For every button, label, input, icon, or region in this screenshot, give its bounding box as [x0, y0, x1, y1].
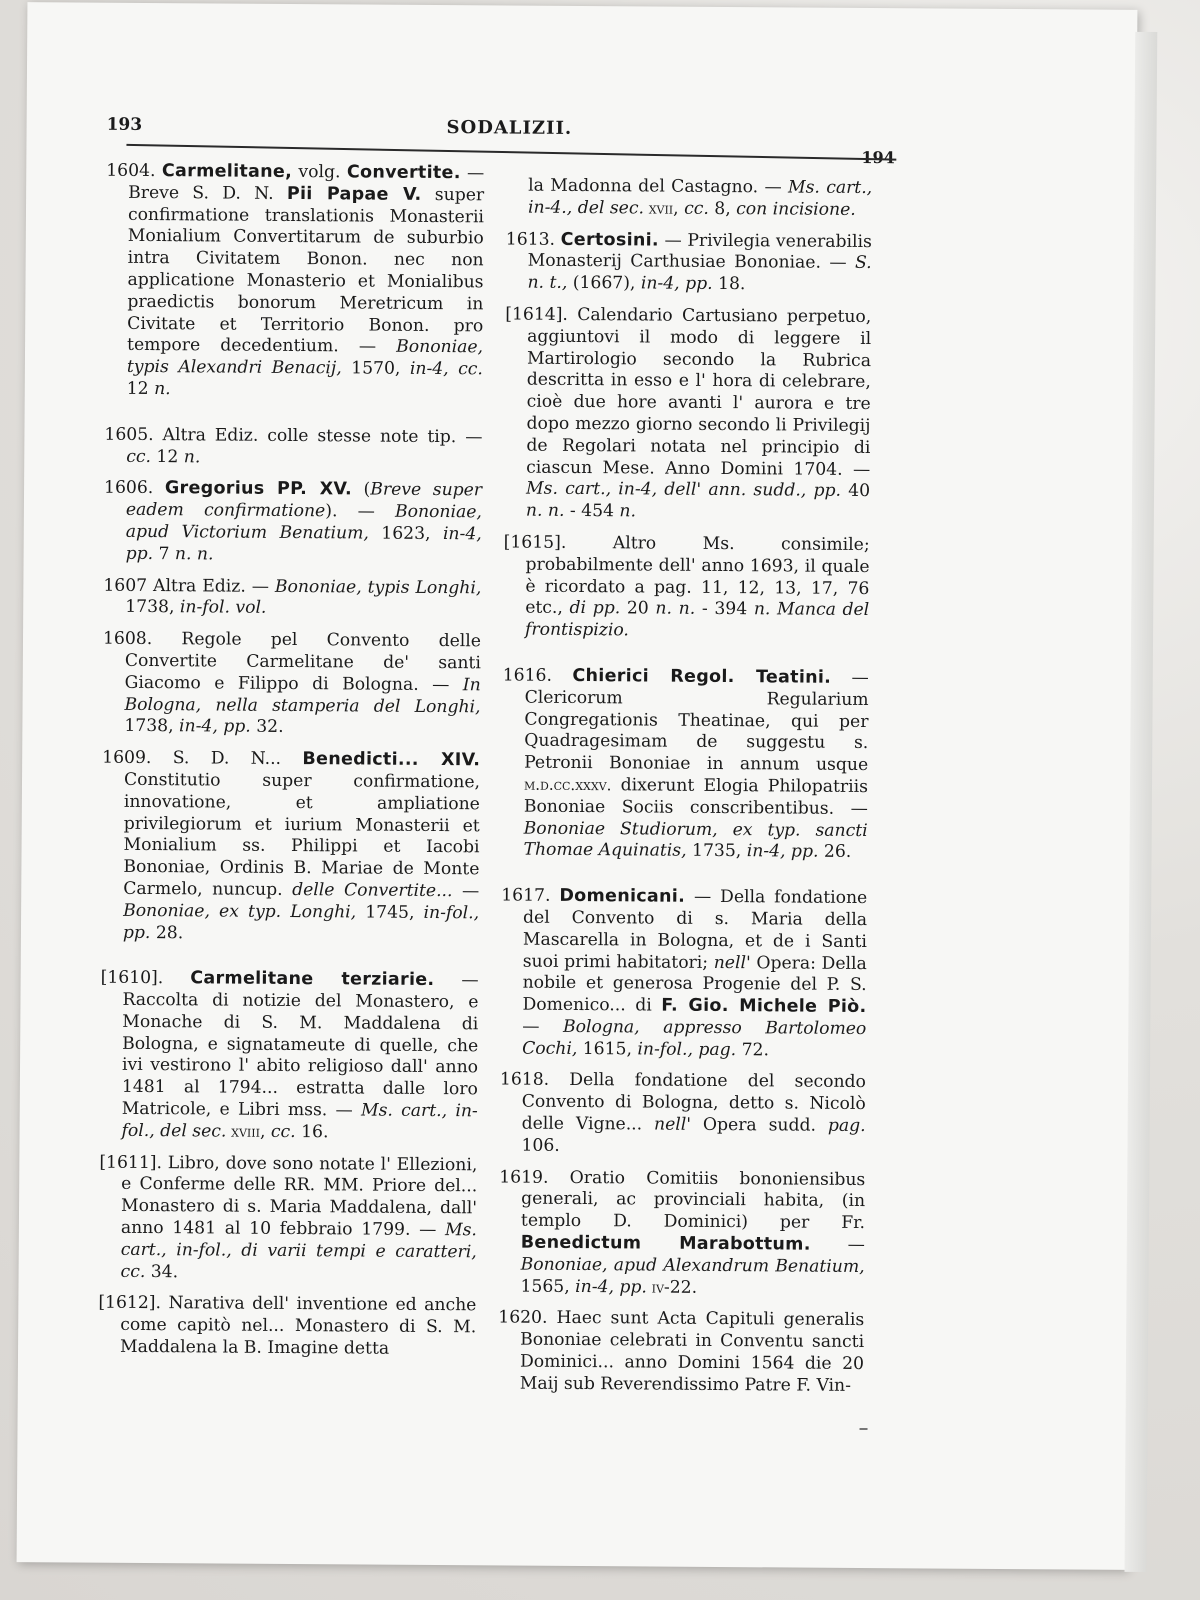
- entry-format: n. n.: [174, 543, 214, 565]
- entry-text: - 454: [564, 501, 620, 522]
- entry-title: Breve super eadem confirmatione: [125, 479, 483, 522]
- entry-number: 1620.: [498, 1307, 548, 1329]
- entry-text: Narativa dell' inventione ed anche come capitò nel... Monastero di S. M. Maddalena la B. Imagine detta: [120, 1293, 477, 1359]
- entry-1611: [99, 1152, 478, 1285]
- entry-number: 1608.: [102, 628, 153, 650]
- entry-text: ,: [673, 198, 685, 219]
- entry-1612-continued: [506, 175, 872, 221]
- entry-text: (1667),: [567, 273, 641, 294]
- entry-text: ). —: [325, 501, 396, 522]
- entry-text: 32.: [250, 717, 284, 738]
- entry-text: Calendario Cartusiano perpetuo, aggiuntovi il modo di leggere il Martirologio secondo la Rubrica descritta in esso e l' hora di celebrare, cioè due hore avanti l' aurora e tre dopo mezzo giorno secondo li Privilegij de Regolari notata nel principio di ciascun Mese. Anno Domini 1704. —: [526, 304, 872, 480]
- entry-title: delle Convertite...: [292, 879, 453, 902]
- entry-imprint: Bononiae, apud Alexandrum Benatium,: [520, 1254, 865, 1277]
- entry-text: la Madonna del Castagno. —: [528, 175, 789, 198]
- entry-heading: Certosini.: [560, 229, 660, 251]
- entry-format: n.: [619, 501, 637, 522]
- entry-text: — Della fondatione del Convento di s. Maria della Mascarella in Bologna, et de i Santi suoi primi habitatori;: [522, 886, 868, 973]
- entry-text: 72.: [736, 1039, 770, 1061]
- entry-imprint: Bononiae, typis Longhi,: [274, 576, 482, 598]
- entry-1614: [504, 304, 872, 525]
- entry-1613: [505, 229, 871, 297]
- entry-heading: Convertite.: [346, 162, 461, 184]
- entry-text: 8,: [708, 198, 737, 219]
- entry-imprint: Bologna, appresso Bartolomeo Cochi,: [522, 1016, 867, 1059]
- entry-author: F. Gio. Michele Piò.: [661, 995, 867, 1018]
- entry-1620: [498, 1308, 865, 1398]
- entry-text: Constitutio super confirmatione, innovatione, et ampliatione privilegiorum et iurium Monasterii et Monialium ss. Philippi et Iacobi Bononiae, Ordinis B. Mariae de Monte Carmelo, nuncup.: [123, 769, 481, 900]
- entry-format: in-fol. vol.: [179, 597, 267, 619]
- entry-number: 1617.: [501, 885, 551, 906]
- entry-text: 106.: [521, 1135, 560, 1156]
- entry-format: pag.: [827, 1115, 866, 1137]
- entry-text: — Privilegia venerabilis Monasterij Carthusiae Bononiae. —: [527, 230, 872, 274]
- entry-format: in-fol., pag.: [637, 1039, 737, 1060]
- entry-text: —: [522, 1016, 564, 1037]
- entry-century: xvii: [643, 199, 674, 218]
- entry-format: Ms. cart., in-4, dell' ann. sudd., pp.: [526, 478, 842, 502]
- entry-note: n. Manca del frontispizio.: [525, 599, 870, 641]
- entry-text: - 394: [695, 599, 754, 620]
- entry-text: Regole pel Convento delle Convertite Carmelitane de' santi Giacomo e Filippo di Bologna. —: [124, 629, 482, 695]
- entry-text: Altro Ms. consimile; probabilmente dell' anno 1693, il quale è ricordato a pag. 11, 12, 13, 17, 76 etc.,: [525, 532, 870, 619]
- ink-mark: [860, 1428, 868, 1430]
- entry-text: dixerunt Elogia Philopatriis Bononiae Sociis conscribentibus. —: [523, 775, 869, 819]
- entry-number: 1607: [103, 575, 148, 596]
- entry-1618: [499, 1070, 866, 1160]
- entry-text: 28.: [150, 922, 184, 943]
- entry-text: 1738,: [124, 716, 180, 737]
- entry-text: super confirmatione translationis Monasterii Monialium Convertitarum de suburbio intra Civitatem Bonon. nec non applicatione Monasterio et Monialibus praedictis bonorum Meretricum in Civitate et Territorio Bonon. pro tempore decedentium. —: [126, 184, 485, 358]
- entry-text: 34.: [145, 1261, 179, 1282]
- entry-text: 18.: [712, 274, 746, 295]
- entry-imprint: In Bologna, nella stamperia del Longhi,: [124, 674, 481, 717]
- entry-text: 12: [150, 446, 184, 467]
- entry-number: 1606.: [103, 478, 154, 499]
- entry-format: in-4, cc.: [409, 358, 483, 380]
- entry-1617: [500, 886, 867, 1063]
- entry-heading: Carmelitane,: [161, 161, 293, 182]
- entry-format: cc.: [270, 1121, 296, 1142]
- entry-format: di pp.: [569, 598, 621, 619]
- entry-heading: Chierici Regol. Teatini.: [572, 665, 832, 688]
- entry-imprint: Bononiae, typis Alexandri Benacij,: [126, 337, 484, 379]
- entry-century: xviii: [226, 1122, 261, 1141]
- entry-number: 1609.: [102, 747, 152, 769]
- entry-format: n.: [154, 379, 171, 400]
- entry-text: —: [452, 881, 480, 902]
- entry-roman: iv: [646, 1278, 665, 1297]
- entry-format: in-fol., pp.: [122, 902, 480, 943]
- entry-1608: [102, 629, 481, 741]
- entry-format: cc.: [684, 198, 709, 219]
- entry-text: Opera: Della nobile et generosa Progenie del P. S. Domenico... di: [522, 952, 867, 1016]
- entry-text: 1735,: [686, 841, 747, 862]
- entry-number: 1613.: [505, 229, 556, 250]
- entry-text: -22.: [663, 1277, 698, 1298]
- entry-note: nell': [654, 1114, 692, 1135]
- entry-format: in-4, pp.: [179, 716, 251, 738]
- entry-text: 1570,: [341, 358, 410, 379]
- entry-1615: [503, 532, 870, 644]
- entry-format: n.: [183, 446, 201, 467]
- entry-heading: Pii Papae V.: [286, 183, 422, 205]
- left-column: [98, 161, 484, 1371]
- entry-heading: Benedicti... XIV.: [302, 749, 481, 771]
- entry-text: Della fondatione del secondo Convento di Bologna, detto s. Nicolò delle Vigne...: [521, 1070, 867, 1135]
- entry-text: 1565,: [520, 1276, 576, 1297]
- entry-format: in-4, pp.: [575, 1276, 647, 1298]
- entry-text: 20: [620, 598, 656, 619]
- entry-text: ,: [259, 1121, 271, 1142]
- entry-number: 1604.: [106, 160, 156, 182]
- entry-text: 16.: [295, 1121, 329, 1143]
- entry-number: 1605.: [104, 424, 154, 445]
- entry-format: Ms. cart., in-fol., del sec.: [121, 1100, 478, 1142]
- entry-text: Altra Ediz. —: [147, 575, 275, 597]
- entry-text: (: [351, 479, 371, 500]
- entry-text: 1615,: [577, 1038, 638, 1060]
- entry-text: 1738,: [125, 597, 180, 618]
- entry-format: Ms. cart., in-4., del sec.: [527, 177, 873, 219]
- book-page: [17, 2, 1138, 1570]
- entry-author: Benedictum Marabottum.: [520, 1232, 811, 1255]
- entry-text: Libro, dove sono notate l' Ellezioni, e Conferme delle RR. MM. Priore del... Monastero di s. Maria Maddalena, dall' anno 1481 al 10 febbraio 1799. —: [120, 1152, 478, 1241]
- entry-text: — Breve S. D. N.: [128, 163, 485, 204]
- entry-1609: [101, 748, 480, 947]
- entry-format: in-4, pp.: [746, 841, 819, 862]
- entry-text: Haec sunt Acta Capituli generalis Bononiae celebrati in Conventu sancti Dominici... anno Domini 1564 die 20 Maij sub Reverendissimo Patre F. Vin-: [519, 1308, 865, 1396]
- entry-1619: [498, 1167, 865, 1300]
- entry-text: 12: [126, 378, 155, 400]
- entry-text: Oratio Comitiis bononiensibus generali, ac provinciali habita, (in templo D. Dominici) per Fr.: [520, 1167, 866, 1234]
- running-title: SODALIZII.: [446, 117, 573, 139]
- entry-imprint: Bononiae Studiorum, ex typ. sancti Thomae Aquinatis,: [523, 818, 868, 862]
- entry-heading: Gregorius PP. XV.: [164, 478, 353, 500]
- entry-1605: [104, 424, 482, 470]
- entry-number: [1612].: [98, 1293, 162, 1314]
- entry-heading: Domenicani.: [559, 885, 686, 907]
- entry-text: — Clericorum Regularium Congregationis Theatinae, qui per Quadragesimam de suggestu s. Petronii Bononiae in annum usque: [524, 667, 869, 776]
- entry-number: [1614].: [505, 304, 568, 325]
- entry-format: in-4, pp.: [125, 524, 482, 564]
- entry-text: 7: [153, 543, 176, 564]
- entry-number: [1615].: [503, 532, 567, 553]
- entry-number: [1611].: [99, 1152, 163, 1173]
- entry-format: n. n.: [655, 598, 696, 620]
- entry-note: nell': [713, 952, 751, 973]
- entry-number: 1618.: [499, 1069, 550, 1091]
- entry-1616: [501, 665, 868, 864]
- entry-year-roman: m.d.cc.xxxv.: [523, 775, 612, 795]
- entry-format: con incisione.: [736, 198, 856, 220]
- page-number-left: 193: [106, 114, 143, 135]
- entry-number: 1619.: [499, 1167, 549, 1188]
- entry-text: S. D. N...: [151, 748, 303, 770]
- entry-text: 1745,: [356, 902, 424, 923]
- entry-number: 1616.: [502, 665, 553, 686]
- entry-imprint: Bononiae, ex typ. Longhi,: [123, 900, 357, 923]
- entry-1612: [98, 1293, 476, 1361]
- entry-imprint: Bononiae, apud Victorium Benatium,: [125, 501, 482, 544]
- entry-1607: [103, 575, 481, 621]
- entry-text: 26.: [818, 842, 852, 863]
- entry-text: —: [810, 1234, 865, 1256]
- entry-heading: Carmelitane terziarie.: [190, 968, 435, 991]
- entry-text: Altra Ediz. colle stesse note tip. —: [153, 424, 483, 448]
- entry-text: Opera sudd.: [690, 1114, 828, 1136]
- entry-format: Ms. cart., in-fol., di varii tempi e caratteri, cc.: [120, 1220, 477, 1282]
- entry-1604: [105, 161, 485, 403]
- entry-text: 40: [840, 481, 871, 502]
- entry-format: cc.: [126, 446, 152, 467]
- entry-text: — Raccolta di notizie del Monastero, e Monache di S. M. Maddalena di Bologna, e signatameute di quelle, che ivi vestirono l' abito religioso dall' anno 1481 al 1794... estratta dalle loro Matricole, e Libri mss. —: [121, 970, 479, 1121]
- entry-number: [1610].: [100, 967, 164, 989]
- entry-format: n. n.: [525, 500, 565, 522]
- entry-1606: [104, 478, 483, 568]
- entry-1610: [100, 968, 479, 1145]
- right-column: [498, 175, 873, 1407]
- entry-text: 1623,: [368, 523, 444, 545]
- entry-text: volg.: [291, 161, 347, 183]
- entry-imprint: S. n. t.,: [527, 253, 872, 294]
- entry-format: in-4, pp.: [640, 273, 713, 295]
